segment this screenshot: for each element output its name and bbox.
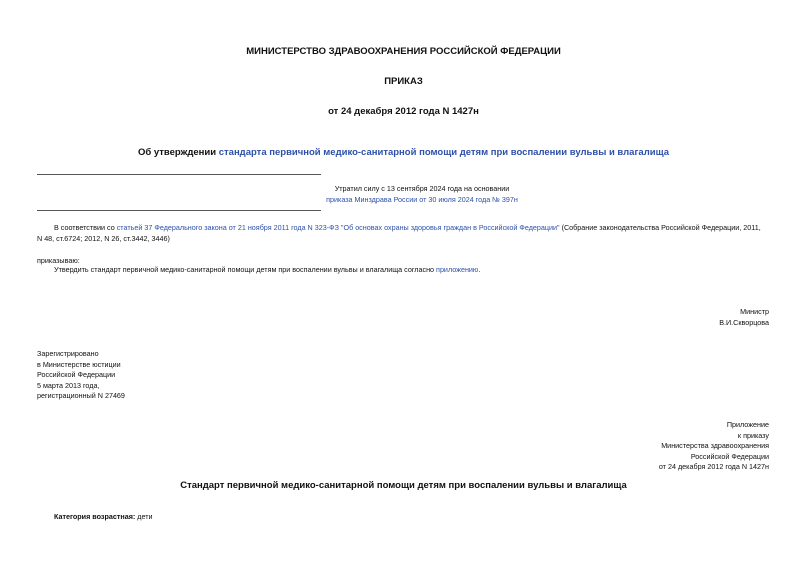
registration-line: Зарегистрировано [37,349,99,358]
order-word: приказываю: [37,256,80,265]
age-category-value: дети [135,512,153,521]
registration-line: в Министерстве юстиции [37,359,121,369]
title-prefix: Об утверждении [137,147,219,158]
appendix-block [659,420,769,473]
divider-top [37,174,321,175]
age-category [54,512,153,523]
preamble-prefix: В соответствии со [54,223,117,232]
approve-paragraph [54,265,480,276]
registration-line: 5 марта 2013 года, [37,380,100,390]
order-date-number: от 24 декабря 2012 года N 1427н [328,106,479,117]
repeal-order-link[interactable]: приказа Минздрава России от 30 июля 2024 года № 397н [326,195,518,204]
repeal-notice-line2 [37,195,807,206]
preamble-paragraph [54,223,761,234]
registration-line: Российской Федерации [37,370,116,379]
appendix-line: Приложение [726,420,769,429]
repeal-notice-line1: Утратил силу с 13 сентября 2024 года на основании [334,184,510,193]
appendix-line: Российской Федерации [690,451,769,461]
age-category-label: Категория возрастная: [54,512,136,521]
approve-suffix: . [478,265,481,274]
approve-prefix: Утвердить стандарт первичной медико-санитарной помощи детям при воспалении вульвы и влагалища согласно [54,265,437,274]
appendix-line: от 24 декабря 2012 года N 1427н [658,462,769,471]
order-title [0,147,807,158]
signature-role: Министр [740,307,769,316]
appendix-line: Министерства здравоохранения [661,441,769,450]
standard-title-link[interactable]: стандарта первичной медико-санитарной помощи детям при воспалении вульвы и влагалища [218,147,669,158]
appendix-line: к приказу [737,430,769,440]
appendix-link[interactable]: приложению [436,265,479,274]
preamble-line2: N 48, ст.6724; 2012, N 26, ст.3442, 3446) [37,234,170,243]
ministry-header: МИНИСТЕРСТВО ЗДРАВООХРАНЕНИЯ РОССИЙСКОЙ ФЕДЕРАЦИИ [246,46,561,57]
doc-type: ПРИКАЗ [384,76,423,87]
standard-title: Стандарт первичной медико-санитарной помощи детям при воспалении вульвы и влагалища [180,480,627,491]
registration-line: регистрационный N 27469 [37,391,125,400]
federal-law-link[interactable]: статьей 37 Федерального закона от 21 ноября 2011 года N 323-ФЗ "Об основах охраны здоровья граждан в Российской Федерации" [116,223,560,232]
divider-bottom [37,210,321,211]
signature-name: В.И.Скворцова [719,318,769,327]
preamble-suffix: (Собрание законодательства Российской Федерации, 2011, [559,223,761,232]
registration-block [37,349,125,402]
